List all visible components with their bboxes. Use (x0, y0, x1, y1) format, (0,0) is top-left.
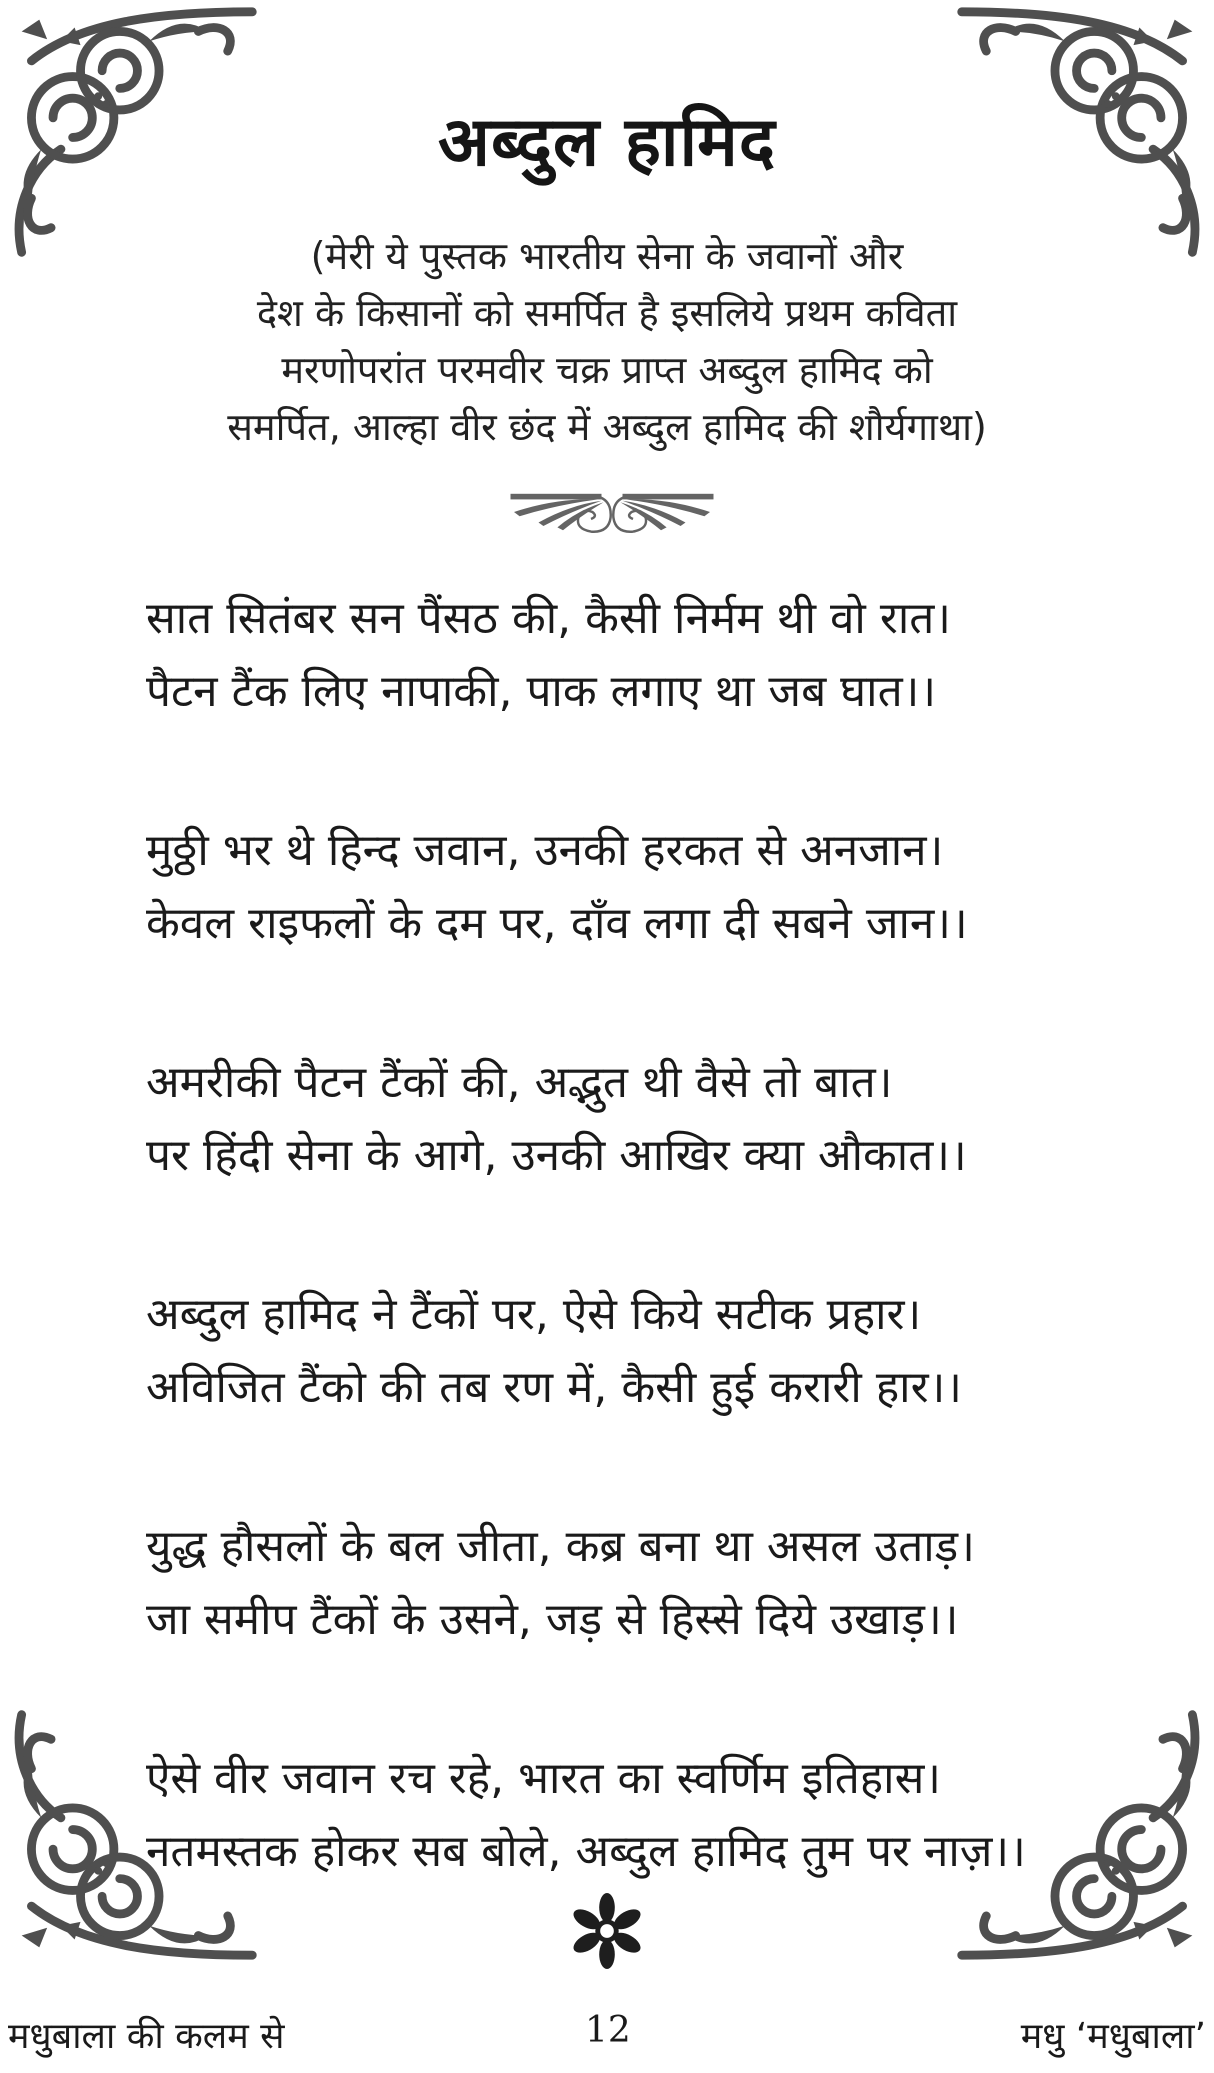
poem-stanza (146, 1046, 1076, 1192)
poem-line-text: मुठ्ठी भर थे हिन्द जवान, उनकी हरकत से अनजान। (146, 825, 944, 876)
page-footer (0, 2010, 1214, 2060)
section-divider (462, 484, 762, 540)
poem-line (146, 1046, 1076, 1119)
poem-end-mark (568, 1892, 646, 1970)
poem-line-text: अविजित टैंको की तब रण में, कैसी हुई करारी हार।। (146, 1362, 962, 1413)
footer-author: मधु ‘मधुबाला’ (1020, 2016, 1206, 2057)
dedication-line: समर्पित, आल्हा वीर छंद में अब्दुल हामिद की शौर्यगाथा) (227, 405, 987, 449)
dedication-line: (मेरी ये पुस्तक भारतीय सेना के जवानों और (310, 234, 904, 278)
poem-line-text: जा समीप टैंकों के उसने, जड़ से हिस्से दिये उखाड़।। (146, 1594, 959, 1645)
page-title: अब्दुल हामिद (438, 102, 776, 182)
poem-line-text: अब्दुल हामिद ने टैंकों पर, ऐसे किये सटीक प्रहार। (146, 1289, 922, 1340)
flower-asterisk-icon (568, 1892, 646, 1970)
poem-line (146, 1742, 1076, 1815)
poem-stanza (146, 1742, 1076, 1888)
poem-line (146, 582, 1076, 655)
poem-stanza (146, 814, 1076, 960)
dedication-line: देश के किसानों को समर्पित है इसलिये प्रथम कविता (256, 291, 958, 335)
scroll-divider-icon (462, 484, 762, 540)
poem-body (146, 582, 1076, 1974)
poem-stanza (146, 1278, 1076, 1424)
poem-line (146, 1119, 1076, 1192)
footer-book-title: मधुबाला की कलम से (8, 2016, 285, 2057)
poem-line (146, 1815, 1076, 1888)
poem-line (146, 887, 1076, 960)
poem-line (146, 1510, 1076, 1583)
poem-stanza (146, 1510, 1076, 1656)
dedication-line: मरणोपरांत परमवीर चक्र प्राप्त अब्दुल हामिद को (281, 348, 933, 392)
poem-line-text: पैटन टैंक लिए नापाकी, पाक लगाए था जब घात।। (146, 666, 937, 717)
poem-line (146, 814, 1076, 887)
poem-line (146, 1278, 1076, 1351)
poem-line (146, 1351, 1076, 1424)
page-number: 12 (585, 2010, 631, 2051)
poem-line (146, 1583, 1076, 1656)
poem-line-text: ऐसे वीर जवान रच रहे, भारत का स्वर्णिम इतिहास। (146, 1753, 941, 1804)
poem-line (146, 655, 1076, 728)
poem-line-text: पर हिंदी सेना के आगे, उनकी आखिर क्या औकात।। (146, 1130, 967, 1181)
dedication-note (150, 228, 1064, 456)
poem-line-text: केवल राइफलों के दम पर, दाँव लगा दी सबने जान।। (146, 898, 968, 949)
poem-line-text: नतमस्तक होकर सब बोले, अब्दुल हामिद तुम पर नाज़।। (146, 1826, 1026, 1877)
poem-line-text: सात सितंबर सन पैंसठ की, कैसी निर्मम थी वो रात। (146, 593, 951, 644)
poem-stanza (146, 582, 1076, 728)
poem-line-text: अमरीकी पैटन टैंकों की, अद्भुत थी वैसे तो बात। (146, 1057, 893, 1108)
poem-line-text: युद्ध हौसलों के बल जीता, कब्र बना था असल उताड़। (146, 1521, 975, 1572)
